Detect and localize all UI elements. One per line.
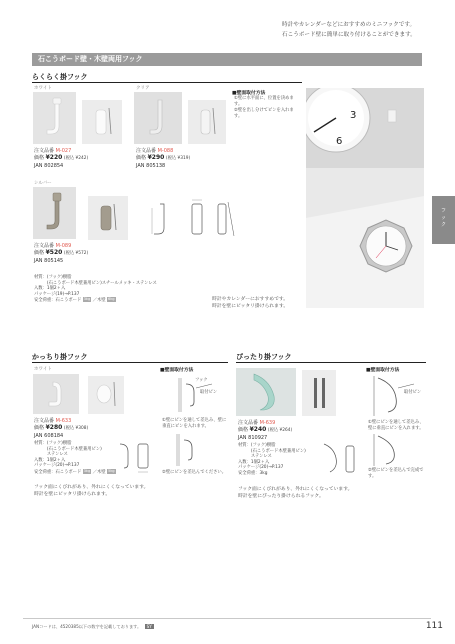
spec-line: 入数：1個2ヶ入	[238, 459, 270, 465]
product-photo-m633-back	[88, 376, 124, 414]
m089-price-line	[34, 250, 88, 257]
m027-tax: (税込 ¥242)	[63, 156, 89, 161]
kattori-step-1: ①壁にピンを通して差込み、壁に垂直にピンを入れます。	[162, 418, 227, 429]
kattori-title: かっちり掛フック	[32, 353, 88, 361]
pittari-dimension-drawing	[318, 440, 364, 480]
kattori-rule	[32, 362, 228, 363]
pittari-step-1: ①壁にピンを通して差込み、壁に垂直にピンを入れます。	[368, 420, 424, 431]
product-photo-m088	[134, 92, 182, 144]
m639-price-line	[238, 427, 292, 434]
spec-line: ステンレス	[238, 454, 272, 460]
spec-line: 材質：(フック)樹脂	[238, 443, 276, 448]
spec-line: 材質：(フック)樹脂	[34, 441, 72, 446]
kattori-desc-1: フック面にくびれがあり、外れにくくなっています。	[34, 485, 149, 490]
m088-price: ¥290	[147, 154, 165, 161]
safe-load-line	[34, 469, 116, 476]
spec-line: 入数：1個2ヶ入	[34, 286, 66, 292]
m027-code: M-027	[55, 148, 72, 154]
spec-line: 材質：(フック)樹脂	[34, 275, 72, 280]
m633-price: ¥280	[45, 424, 63, 431]
pittari-install-diagram-2	[368, 434, 424, 466]
spec-line: (石こうボード木壁兼用ピン)スチールメッキ・ステンレス	[34, 280, 157, 286]
spec-line: パッケージ(19)→P.137	[34, 291, 80, 297]
product-photo-m089-back	[88, 196, 128, 240]
category-banner	[32, 53, 422, 66]
safe-load-middle: ／木壁	[92, 298, 106, 304]
safe-load-middle: ／木壁	[92, 469, 106, 475]
footer-badge: SY	[146, 624, 152, 629]
pittari-title: ぴったり掛フック	[236, 353, 292, 361]
m639-code: M-639	[259, 420, 276, 426]
footer-rule	[23, 618, 431, 619]
clock-scene-photo	[306, 88, 424, 308]
price-label: 価格	[34, 155, 45, 161]
safe-load-prefix: 安全荷重：石こうボード	[34, 469, 82, 475]
m089-code: M-089	[55, 243, 72, 249]
m089-jan: 805145	[44, 258, 64, 264]
load-badge-wood: 5kg	[107, 468, 115, 473]
side-index-tab[interactable]	[432, 196, 455, 244]
m639-tax: (税込 ¥264)	[267, 428, 293, 433]
rakuraku-silver-color: シルバー	[34, 181, 52, 186]
rakuraku-install-heading: ■壁面取付方法	[232, 91, 266, 96]
price-label: 価格	[238, 427, 249, 433]
spec-line: パッケージ(20)→P.137	[34, 463, 80, 469]
price-label: 価格	[34, 250, 45, 256]
rakuraku-caption-2: 時計を壁にピッタリ掛けられます。	[212, 304, 289, 309]
kattori-color: ホワイト	[34, 367, 52, 372]
jan-label: JAN	[34, 433, 43, 439]
rakuraku-rule	[32, 82, 302, 83]
side-tab-label: フ ッ ク	[440, 208, 447, 228]
m633-code: M-633	[55, 418, 72, 424]
intro-line-1: 時計やカレンダーなどにおすすめのミニフックです。	[282, 22, 416, 28]
rakuraku-dimension-drawing	[148, 198, 240, 242]
footer-note	[32, 624, 154, 630]
m088-jan: 805138	[146, 163, 166, 169]
m088-price-line	[136, 155, 190, 162]
rakuraku-install-note-1: ①壁に水平面に、位置を決めます。	[234, 96, 294, 107]
rakuraku-caption-1: 時計やカレンダーにおすすめです。	[212, 297, 289, 302]
jan-label: JAN	[34, 163, 43, 169]
spec-line: ステンレス	[34, 452, 68, 458]
product-photo-m027-back	[82, 100, 122, 144]
pittari-desc-2: 時計を壁にぴったり掛けられるフック。	[238, 494, 324, 499]
kattori-hook-label: フック	[195, 378, 208, 383]
jan-label: JAN	[136, 163, 145, 169]
m639-price: ¥240	[249, 426, 267, 433]
code-label: 注文品番	[34, 418, 55, 424]
code-label: 注文品番	[34, 243, 55, 249]
m088-code: M-088	[157, 148, 174, 154]
footer-text: JANコードは、4520385以下の数字を記載しております。	[32, 624, 142, 629]
product-photo-m088-back	[188, 100, 226, 144]
load-badge-wood: 6kg	[107, 297, 115, 302]
spec-line: 安全荷重：3kg	[238, 470, 268, 476]
m639-jan: 810927	[248, 435, 268, 441]
safe-load-line	[34, 297, 157, 304]
m633-jan-line	[34, 433, 63, 440]
rakuraku-install-note-2: ②壁を出し分けてピンを入れます。	[234, 108, 294, 119]
kattori-dimension-drawing	[112, 438, 156, 478]
kattori-pin-label: 取付ピン	[200, 390, 218, 395]
m633-jan: 608184	[44, 433, 64, 439]
m639-jan-line	[238, 435, 267, 442]
code-label: 注文品番	[136, 148, 157, 154]
banner-title: 石こうボード壁・木壁両用フック	[38, 55, 143, 63]
kattori-step-2: ②壁にピンを差込んでください。	[162, 470, 227, 475]
svg-text:3: 3	[350, 110, 357, 121]
kattori-install-diagram-2	[160, 432, 228, 468]
m089-jan-line	[34, 258, 63, 265]
spec-line: (石こうボード木壁兼用ピン)	[34, 446, 102, 452]
product-photo-m027	[33, 92, 76, 144]
m089-tax: (税込 ¥572)	[63, 251, 89, 256]
spec-line: 入数：1個2ヶ入	[34, 457, 66, 463]
load-badge-board: 3kg	[83, 468, 91, 473]
m027-price: ¥220	[45, 154, 63, 161]
pittari-install-heading: ■壁面取付方法	[366, 368, 400, 373]
m027-jan: 802854	[44, 163, 64, 169]
rakuraku-clear-color: クリア	[136, 86, 150, 91]
kattori-install-diagram	[160, 374, 228, 414]
pittari-install-diagram	[368, 374, 424, 418]
m633-tax: (税込 ¥308)	[63, 426, 89, 431]
jan-label: JAN	[34, 258, 43, 264]
pittari-step-2: ②壁にピンを差込んで完成です。	[368, 468, 424, 479]
safe-load-prefix: 安全荷重：石こうボード	[34, 298, 82, 304]
m027-price-line	[34, 155, 88, 162]
rakuraku-specs	[34, 275, 157, 304]
spec-line: (石こうボード木壁兼用ピン)	[238, 448, 306, 454]
product-photo-m089	[33, 187, 76, 239]
page-number: 111	[425, 621, 443, 631]
kattori-specs	[34, 441, 116, 475]
pittari-specs	[238, 443, 306, 477]
jan-label: JAN	[238, 435, 247, 441]
load-badge-board: 3kg	[83, 297, 91, 302]
rakuraku-title: らくらく掛フック	[32, 73, 88, 81]
m088-tax: (税込 ¥319)	[165, 156, 191, 161]
m027-jan-line	[34, 163, 63, 170]
product-photo-m633	[33, 374, 79, 414]
rakuraku-white-color: ホワイト	[34, 86, 52, 91]
intro-line-2: 石こうボード壁に簡単に取り付けることができます。	[282, 32, 416, 38]
spec-line: パッケージ(20)→P.137	[238, 465, 284, 471]
pittari-rule	[236, 362, 426, 363]
product-photo-m639-back	[302, 370, 336, 416]
pittari-desc-1: フック面にくびれがあり、外れにくくなっています。	[238, 487, 353, 492]
m633-price-line	[34, 425, 88, 432]
code-label: 注文品番	[34, 148, 55, 154]
pittari-pin-label: 取付ピン	[404, 390, 422, 395]
svg-text:6: 6	[336, 136, 343, 147]
code-label: 注文品番	[238, 420, 259, 426]
kattori-desc-2: 時計を壁にピッタリ掛けられます。	[34, 492, 111, 497]
price-label: 価格	[34, 425, 45, 431]
product-photo-m639	[236, 368, 296, 416]
m089-price: ¥520	[45, 249, 63, 256]
price-label: 価格	[136, 155, 147, 161]
kattori-install-heading: ■壁面取付方法	[160, 368, 194, 373]
m088-jan-line	[136, 163, 165, 170]
